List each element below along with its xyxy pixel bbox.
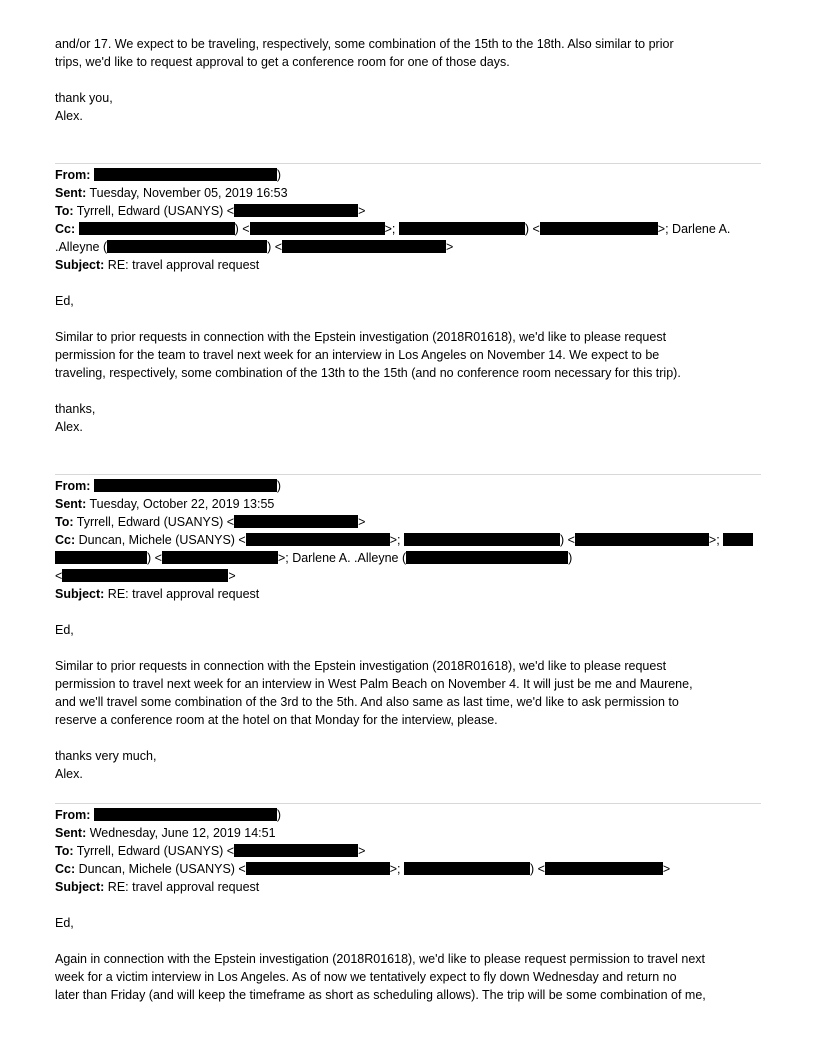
punct: >; [384, 222, 396, 236]
subject-line [55, 879, 259, 896]
punct: ) [276, 168, 282, 182]
to-value: Tyrrell, Edward (USANYS) < [76, 204, 235, 218]
cc-line-3 [55, 568, 236, 585]
subject-value: RE: travel approval request [107, 587, 260, 601]
punct: ) < [524, 222, 540, 236]
redaction [723, 533, 753, 546]
sent-line [55, 185, 288, 202]
to-line [55, 843, 365, 860]
from-label: From: [55, 168, 91, 182]
body-line: later than Friday (and will keep the timeframe as short as scheduling allows). The trip will be some combination of me, [55, 988, 706, 1002]
sent-value: Tuesday, November 05, 2019 16:53 [89, 186, 288, 200]
cc-line-2 [55, 550, 572, 567]
punct: >; [389, 862, 401, 876]
redaction [234, 204, 358, 217]
cc-mid: ; Darlene A. .Alleyne ( [285, 551, 407, 565]
subject-label: Subject: [55, 587, 105, 601]
intro-signature: Alex. [55, 109, 83, 123]
greeting: Ed, [55, 623, 74, 637]
body-line: week for a victim interview in Los Angeles. As of now we tentatively expect to fly down Wednesday and return no [55, 970, 677, 984]
redaction [282, 240, 446, 253]
punct: ) [568, 551, 573, 565]
to-value: Tyrrell, Edward (USANYS) < [76, 844, 235, 858]
punct: >; [708, 533, 720, 547]
cc-label: Cc: [55, 222, 76, 236]
to-label: To: [55, 204, 74, 218]
to-value: Tyrrell, Edward (USANYS) < [76, 515, 235, 529]
intro-line: trips, we'd like to request approval to get a conference room for one of those days. [55, 55, 510, 69]
cc-label: Cc: [55, 862, 76, 876]
intro-thanks: thank you, [55, 91, 113, 105]
redaction [404, 862, 530, 875]
redaction [234, 515, 358, 528]
redaction [62, 569, 228, 582]
signature: Alex. [55, 767, 83, 781]
body-line: Similar to prior requests in connection with the Epstein investigation (2018R01618), we'd like to please request [55, 659, 667, 673]
punct: > [657, 222, 666, 236]
cc-line [55, 221, 730, 238]
punct: > [662, 862, 671, 876]
closing: thanks very much, [55, 749, 157, 763]
punct: > [446, 240, 454, 254]
intro-line: and/or 17. We expect to be traveling, respectively, some combination of the 15th to the 18th. Also similar to prior [55, 37, 674, 51]
subject-line [55, 586, 259, 603]
cc-value: Duncan, Michele (USANYS) < [78, 533, 246, 547]
redaction [79, 222, 235, 235]
subject-line [55, 257, 259, 274]
punct: ) [276, 808, 282, 822]
punct: < [55, 569, 63, 583]
separator [55, 803, 761, 804]
punct: > [277, 551, 286, 565]
redaction [575, 533, 709, 546]
body-line: Again in connection with the Epstein investigation (2018R01618), we'd like to please request permission to travel next [55, 952, 705, 966]
redaction [406, 551, 568, 564]
redaction [399, 222, 525, 235]
sent-line [55, 496, 274, 513]
punct: ) < [234, 222, 250, 236]
redaction [107, 240, 267, 253]
signature: Alex. [55, 420, 83, 434]
cc-line [55, 861, 670, 878]
to-line [55, 203, 365, 220]
separator [55, 163, 761, 164]
cc-name: .Alleyne ( [55, 240, 108, 254]
redaction [404, 533, 560, 546]
from-line [55, 807, 281, 824]
closing: thanks, [55, 402, 96, 416]
body-line: Similar to prior requests in connection with the Epstein investigation (2018R01618), we'd like to please request [55, 330, 667, 344]
subject-label: Subject: [55, 258, 105, 272]
punct: ) < [147, 551, 162, 565]
cc-suffix: ; Darlene A. [665, 222, 731, 236]
punct: ) < [267, 240, 283, 254]
to-label: To: [55, 515, 74, 529]
cc-value: Duncan, Michele (USANYS) < [78, 862, 246, 876]
from-label: From: [55, 808, 91, 822]
punct: ) [276, 479, 282, 493]
body-line: and we'll travel some combination of the 3rd to the 5th. And also same as last time, we'd like to ask permission to [55, 695, 679, 709]
to-label: To: [55, 844, 74, 858]
redaction [162, 551, 278, 564]
separator [55, 474, 761, 475]
redaction [545, 862, 663, 875]
subject-value: RE: travel approval request [107, 880, 260, 894]
redaction [250, 222, 385, 235]
redaction [246, 862, 390, 875]
subject-value: RE: travel approval request [107, 258, 260, 272]
sent-value: Tuesday, October 22, 2019 13:55 [89, 497, 275, 511]
subject-label: Subject: [55, 880, 105, 894]
sent-label: Sent: [55, 826, 87, 840]
body-line: traveling, respectively, some combination of the 13th to the 15th (and no conference room necessary for this trip). [55, 366, 681, 380]
to-line [55, 514, 365, 531]
sent-value: Wednesday, June 12, 2019 14:51 [89, 826, 276, 840]
redaction [540, 222, 658, 235]
redaction [234, 844, 358, 857]
punct: > [228, 569, 236, 583]
redaction [94, 808, 277, 821]
body-line: permission for the team to travel next week for an interview in Los Angeles on November 14. We expect to be [55, 348, 660, 362]
cc-line [55, 532, 753, 549]
punct: ) < [529, 862, 545, 876]
punct: > [358, 204, 366, 218]
sent-line [55, 825, 276, 842]
greeting: Ed, [55, 294, 74, 308]
sent-label: Sent: [55, 186, 87, 200]
punct: > [358, 515, 366, 529]
redaction [94, 168, 277, 181]
cc-line-2 [55, 239, 453, 256]
punct: > [358, 844, 366, 858]
redaction [246, 533, 390, 546]
sent-label: Sent: [55, 497, 87, 511]
punct: >; [389, 533, 401, 547]
from-line [55, 478, 281, 495]
redaction [94, 479, 277, 492]
from-label: From: [55, 479, 91, 493]
redaction [55, 551, 147, 564]
body-line: permission to travel next week for an interview in West Palm Beach on November 4. It will just be me and Maurene, [55, 677, 693, 691]
body-line: reserve a conference room at the hotel on that Monday for the interview, please. [55, 713, 498, 727]
greeting: Ed, [55, 916, 74, 930]
punct: ) < [559, 533, 575, 547]
from-line [55, 167, 281, 184]
cc-label: Cc: [55, 533, 76, 547]
